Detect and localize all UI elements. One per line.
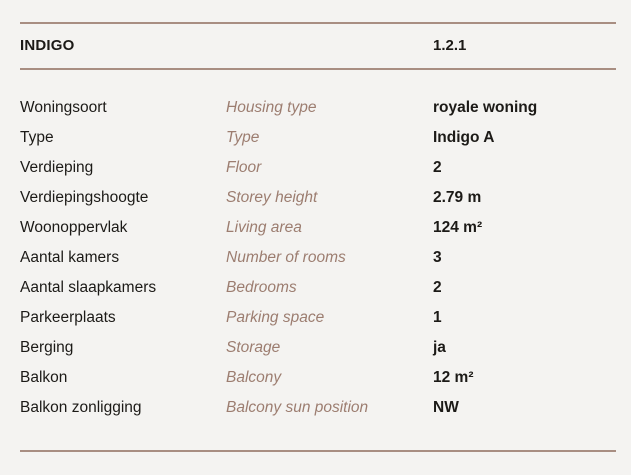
label-english: Bedrooms	[226, 279, 297, 296]
spec-row-balcony-sun-position	[20, 393, 616, 423]
spec-value: NW	[433, 399, 459, 416]
label-dutch: Type	[20, 129, 54, 146]
spec-value: 3	[433, 249, 442, 266]
spec-value: 2	[433, 279, 442, 296]
spec-row-balcony	[20, 363, 616, 393]
label-english: Floor	[226, 159, 262, 176]
label-dutch: Berging	[20, 339, 74, 356]
spec-header	[20, 23, 616, 69]
spec-row-housing-type	[20, 93, 616, 123]
spec-row-floor	[20, 153, 616, 183]
spec-row-living-area	[20, 213, 616, 243]
label-dutch: Aantal kamers	[20, 249, 120, 266]
label-english: Parking space	[226, 309, 325, 326]
label-dutch: Balkon	[20, 369, 68, 386]
label-dutch: Woonoppervlak	[20, 219, 128, 236]
header-divider	[20, 68, 616, 70]
spec-row-storage	[20, 333, 616, 363]
spec-row-type	[20, 123, 616, 153]
label-english: Housing type	[226, 99, 317, 116]
spec-row-number-of-rooms	[20, 243, 616, 273]
label-english: Storey height	[226, 189, 318, 206]
spec-row-bedrooms	[20, 273, 616, 303]
unit-name: INDIGO	[20, 37, 75, 54]
spec-row-parking-space	[20, 303, 616, 333]
spec-value: 12 m²	[433, 369, 474, 386]
bottom-divider	[20, 450, 616, 452]
label-dutch: Woningsoort	[20, 99, 107, 116]
spec-value: Indigo A	[433, 129, 495, 146]
spec-row-storey-height	[20, 183, 616, 213]
spec-value: 2	[433, 159, 442, 176]
label-english: Living area	[226, 219, 302, 236]
label-english: Balcony	[226, 369, 282, 386]
label-english: Number of rooms	[226, 249, 346, 266]
label-dutch: Aantal slaapkamers	[20, 279, 157, 296]
spec-value: royale woning	[433, 99, 538, 116]
label-dutch: Parkeerplaats	[20, 309, 116, 326]
label-dutch: Verdieping	[20, 159, 94, 176]
unit-version: 1.2.1	[433, 37, 467, 54]
label-english: Storage	[226, 339, 281, 356]
spec-value: 1	[433, 309, 442, 326]
spec-value: ja	[433, 339, 446, 356]
label-english: Balcony sun position	[226, 399, 369, 416]
label-dutch: Verdiepingshoogte	[20, 189, 149, 206]
spec-table	[20, 93, 616, 423]
label-dutch: Balkon zonligging	[20, 399, 142, 416]
spec-value: 2.79 m	[433, 189, 482, 206]
spec-value: 124 m²	[433, 219, 483, 236]
label-english: Type	[226, 129, 260, 146]
